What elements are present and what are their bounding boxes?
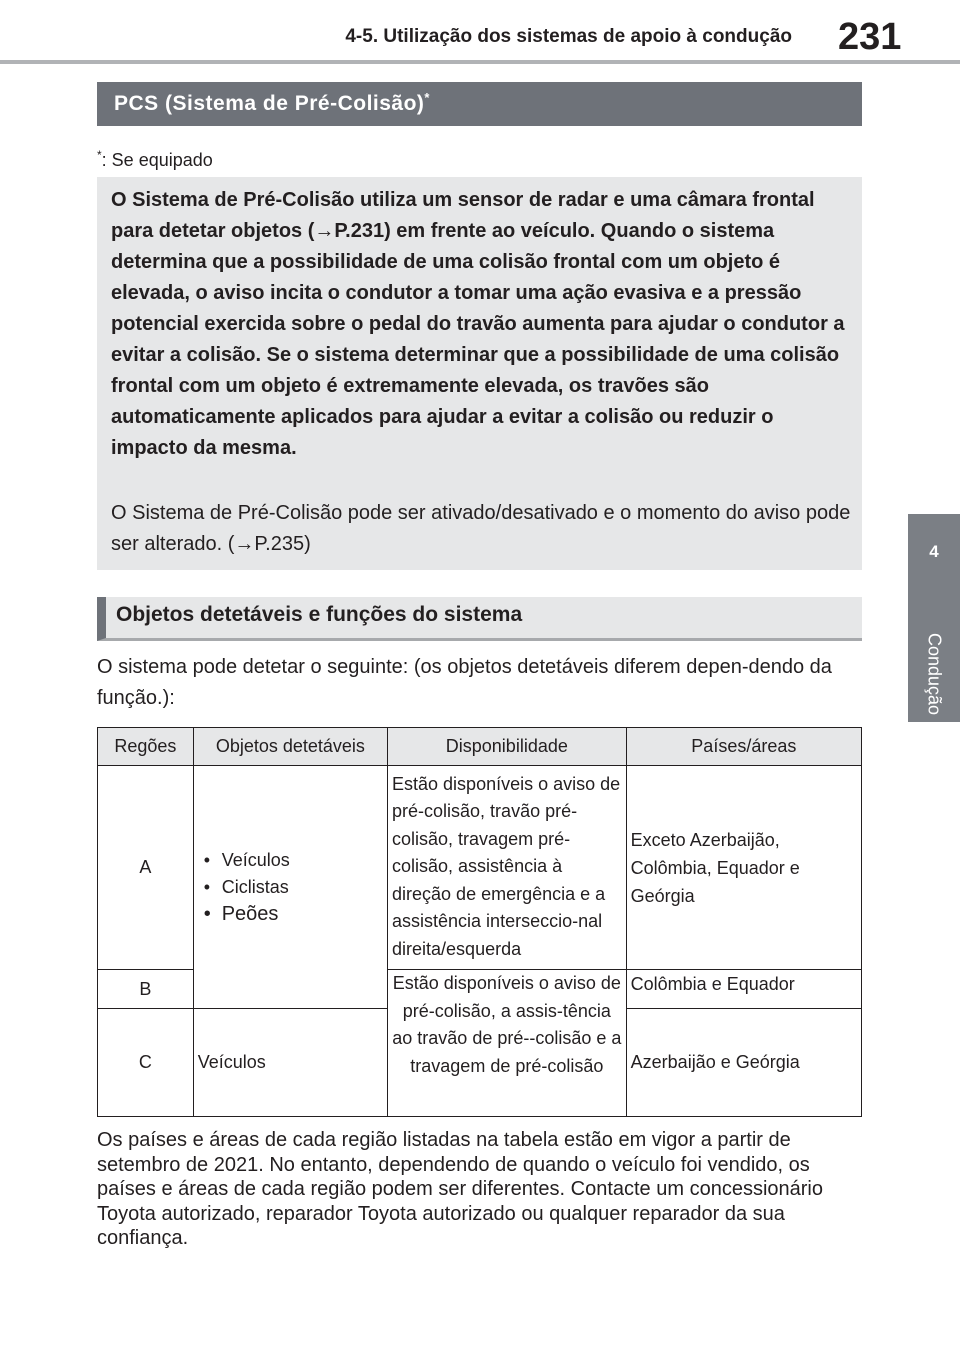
footnote-text: : Se equipado [101, 150, 213, 170]
body-paragraph: O sistema pode detetar o seguinte: (os objetos detetáveis diferem depen-dendo da função.): [97, 656, 832, 709]
title-bar [97, 82, 862, 126]
objects-cell [193, 766, 387, 1009]
intro-box [97, 177, 862, 570]
page-title-text: PCS (Sistema de Pré-Colisão) [114, 92, 425, 115]
region-cell: C [98, 1009, 194, 1117]
chapter-tab [908, 514, 960, 722]
chapter-number: 4 [929, 542, 939, 561]
table-header-cell: Objetos detetáveis [193, 728, 387, 766]
intro-bold-paragraph: O Sistema de Pré-Colisão utiliza um sensor de radar e uma câmara frontal para detetar objetos (→P.231) em frente ao veículo. Quando o sistema determina que a possibilidade de uma colisão frontal com um objeto é elevada, o aviso incita o condutor a tomar uma ação evasiva e a pressão potencial exercida sobre o pedal do travão aumenta para ajudar o condutor a evitar a colisão. Se o sistema determinar que a possibilidade de uma colisão frontal com um objeto é extremamente elevada, os travões são automaticamente aplicados para ajudar a evitar a colisão ou reduzir o impacto da mesma. [111, 189, 845, 459]
section-heading-bar [97, 597, 862, 641]
table-header-cell: Disponibilidade [388, 728, 627, 766]
region-cell: B [98, 970, 194, 1009]
region-cell: A [98, 766, 194, 970]
countries-cell: Azerbaijão e Geórgia [626, 1009, 861, 1117]
table-row [98, 766, 862, 970]
closing-paragraph: Os países e áreas de cada região listadas na tabela estão em vigor a partir de setembro de 2021. No entanto, dependendo de quando o veículo foi vendido, os países e áreas de cada região podem ser diferentes. Contacte um concessionário Toyota autorizado, reparador Toyota autorizado ou qualquer reparador da sua confiança. [97, 1129, 823, 1249]
chapter-label: Condução [924, 632, 945, 716]
objects-list [198, 847, 383, 928]
regions-table [97, 727, 862, 1117]
intro-paragraph: O Sistema de Pré-Colisão pode ser ativado/desativado e o momento do aviso pode ser alterado. (→P.235) [111, 502, 851, 555]
section-heading: Objetos detetáveis e funções do sistema [116, 603, 523, 626]
countries-cell: Colômbia e Equador [626, 970, 861, 1009]
page-number: 231 [838, 16, 902, 58]
table-header-row [98, 728, 862, 766]
availability-cell: Estão disponíveis o aviso de pré-colisão, a assis-tência ao travão de pré--colisão e a travagem de pré-colisão [388, 970, 627, 1117]
title-footnote-mark: * [424, 90, 430, 105]
footnote [97, 148, 213, 171]
list-item: • Ciclistas [204, 874, 383, 901]
table-header-cell: Regões [98, 728, 194, 766]
list-item: • Veículos [204, 847, 383, 874]
countries-cell: Exceto Azerbaijão, Colômbia, Equador e Geórgia [626, 766, 861, 970]
list-item: • Peões [204, 901, 383, 928]
page-title [114, 90, 430, 116]
table-header-cell: Países/áreas [626, 728, 861, 766]
running-header: 4-5. Utilização dos sistemas de apoio à condução [345, 26, 792, 47]
footnote-mark: * [97, 148, 102, 162]
header-rule [0, 60, 960, 64]
objects-cell: Veículos [193, 1009, 387, 1117]
availability-cell: Estão disponíveis o aviso de pré-colisão, travão pré-colisão, travagem pré-colisão, assistência à direção de emergência e a assistência interseccio-nal direita/esquerda [388, 766, 627, 970]
